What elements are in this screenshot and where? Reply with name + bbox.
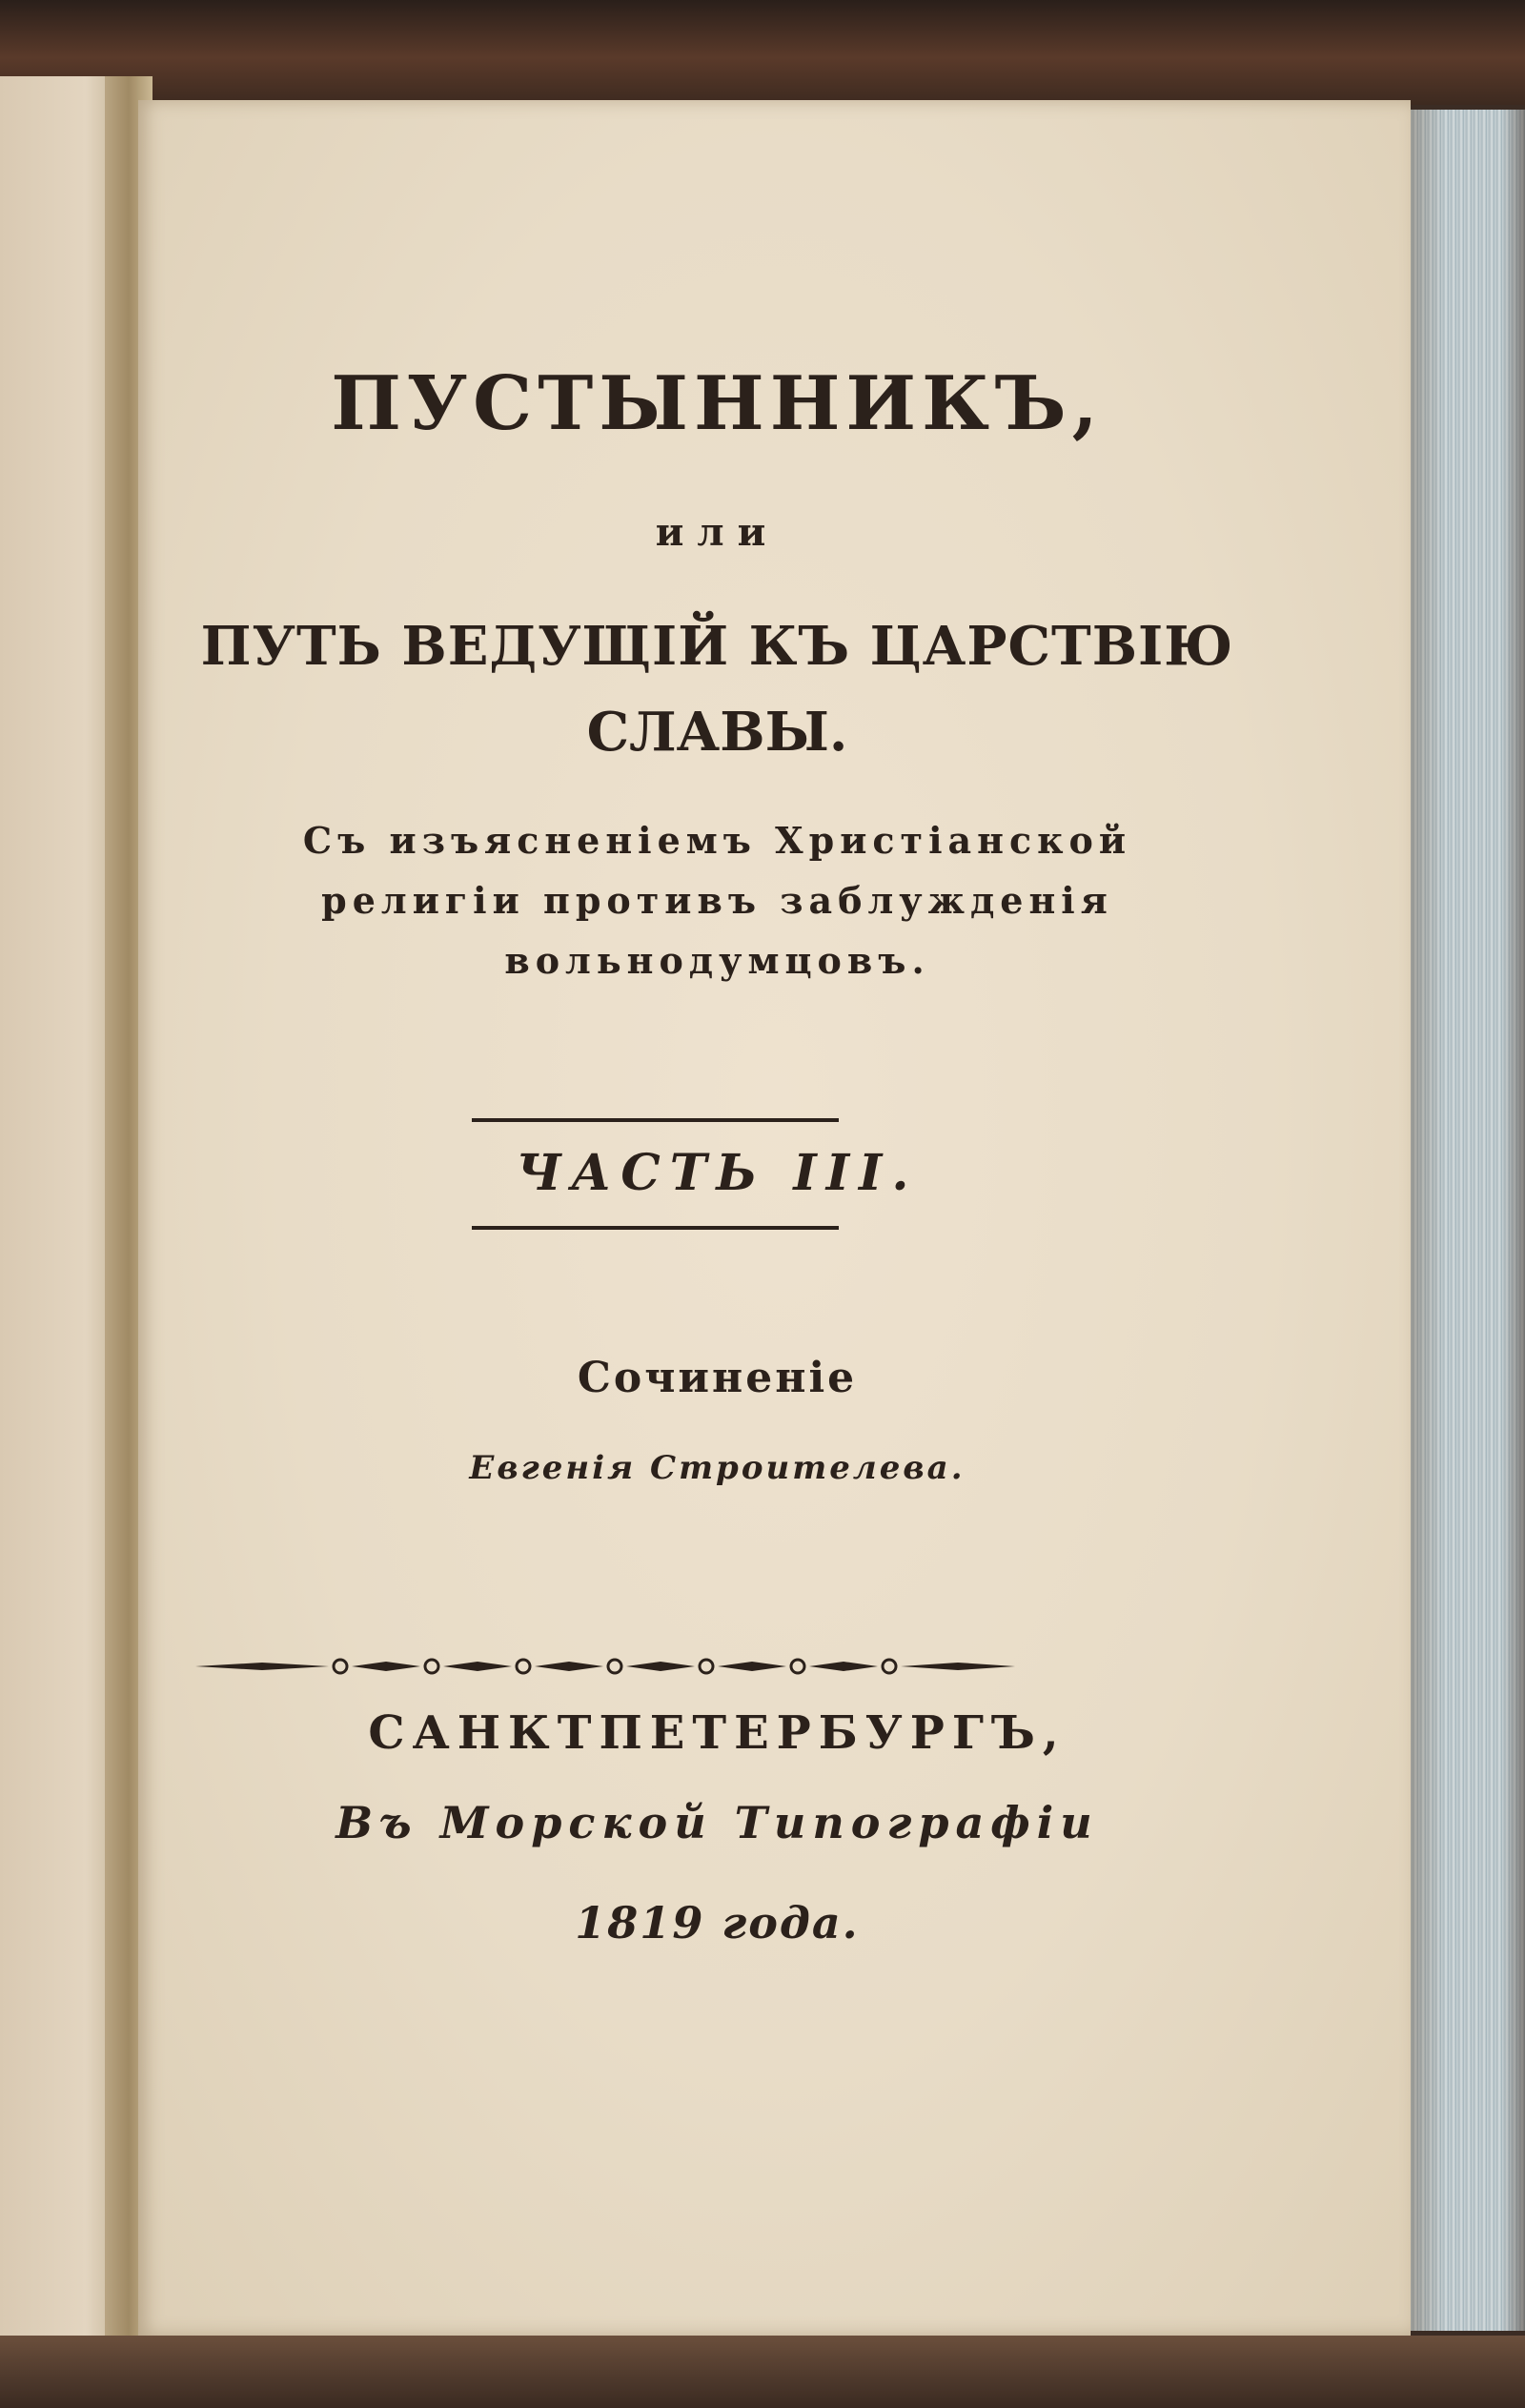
page-block-shade — [1411, 110, 1525, 2331]
imprint-printer: Въ Морской Типографіи — [336, 1797, 1099, 1848]
explanation-line-1: Съ изъясненіемъ Христіанской — [302, 819, 1132, 862]
rule-below-part — [472, 1226, 839, 1230]
book-cover-bottom — [0, 2336, 1525, 2408]
explanation-line-3: вольнодумцовъ. — [504, 939, 930, 982]
book-binding-top — [0, 0, 1525, 105]
explanation-block — [81, 810, 1353, 990]
explanation-line-2: религіи противъ заблужденія — [321, 879, 1113, 922]
part-number: ЧАСТЬ III. — [516, 1144, 919, 1202]
subtitle-line-2: СЛАВЫ. — [586, 701, 848, 764]
title-conjunction: или — [655, 510, 780, 555]
work-label: Сочиненіе — [577, 1354, 858, 1402]
book-title: ПУСТЫННИКЪ, — [331, 360, 1104, 447]
ornamental-rule — [195, 1654, 1015, 1679]
rule-above-part — [472, 1118, 839, 1122]
imprint-city: САНКТПЕТЕРБУРГЪ, — [368, 1706, 1067, 1760]
author-name: Евгенія Строителева. — [469, 1449, 966, 1487]
imprint-year: 1819 года. — [575, 1897, 860, 1949]
subtitle-line-1: ПУТЬ ВЕДУЩІЙ КЪ ЦАРСТВІЮ — [200, 615, 1234, 678]
